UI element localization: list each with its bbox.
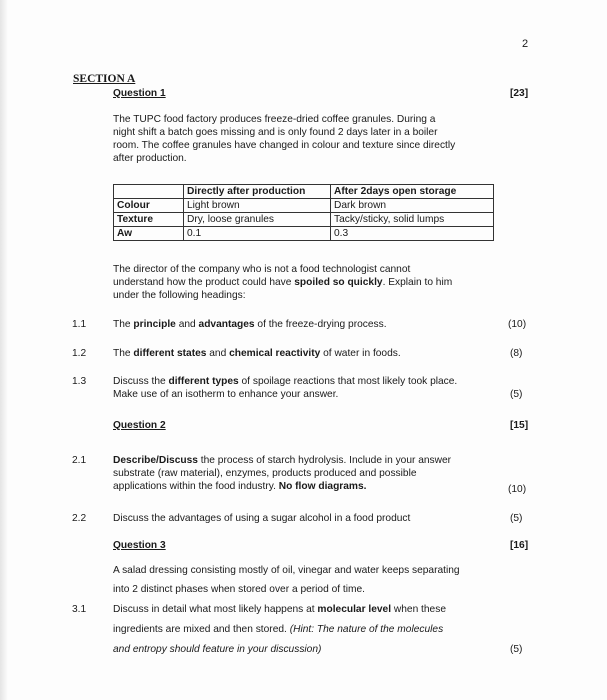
item-3-1-part: ingredients are mixed and then stored. [113, 624, 290, 635]
director-line-3: under the following headings: [113, 290, 246, 301]
item-1-1-part: and [175, 319, 199, 330]
table-header-cell: Directly after production [184, 185, 331, 199]
item-1-3-bold: different types [168, 376, 239, 387]
item-3-1-part: when these [391, 604, 446, 615]
director-line-2 [113, 276, 452, 289]
item-2-1-line-3 [113, 480, 367, 493]
item-3-1-line-3: and entropy should feature in your discussion) [113, 644, 322, 655]
item-1-1-text [113, 318, 387, 331]
item-1-2-text [113, 347, 401, 360]
item-2-1-marks: (10) [508, 484, 527, 495]
table-row [114, 213, 494, 227]
table-row [114, 227, 494, 241]
section-title: SECTION A [73, 73, 136, 85]
item-3-1-line-1 [113, 603, 446, 616]
q1-intro-line-4: after production. [113, 153, 187, 164]
question-2-marks: [15] [510, 420, 529, 431]
table-header-row [114, 185, 494, 199]
table-cell: Dry, loose granules [184, 213, 331, 227]
table-cell: 0.1 [184, 227, 331, 241]
item-2-1-bold: Describe/Discuss [113, 455, 198, 466]
table-cell: Dark brown [331, 199, 494, 213]
item-1-2-bold: different states [133, 348, 207, 359]
page-number: 2 [522, 38, 529, 50]
director-emphasis: spoiled so quickly [294, 277, 383, 288]
item-3-1-line-2 [113, 623, 443, 636]
item-2-1-part: applications within the food industry. [113, 481, 279, 492]
item-2-1-number: 2.1 [72, 455, 87, 466]
item-1-3-number: 1.3 [72, 376, 87, 387]
q1-intro-line-2: night shift a batch goes missing and is only found 2 days later in a boiler [113, 127, 438, 138]
table-row-label: Colour [114, 199, 184, 213]
item-3-1-number: 3.1 [72, 604, 87, 615]
item-1-3-text [113, 375, 457, 388]
item-1-1-bold: advantages [198, 319, 255, 330]
q1-intro-line-1: The TUPC food factory produces freeze-dried coffee granules. During a [113, 114, 436, 125]
item-2-1-line-2: substrate (raw material), enzymes, products produced and possible [113, 468, 417, 479]
item-1-2-part: and [206, 348, 230, 359]
table-header-cell [114, 185, 184, 199]
table-row [114, 199, 494, 213]
item-2-1-part: the process of starch hydrolysis. Include in your answer [197, 455, 452, 466]
table-row-label: Aw [114, 227, 184, 241]
item-1-3-line-2: Make use of an isotherm to enhance your answer. [113, 389, 339, 400]
item-2-1-bold: No flow diagrams. [278, 481, 367, 492]
item-1-3-marks: (5) [510, 389, 523, 400]
item-1-2-part: of water in foods. [320, 348, 401, 359]
question-2-title: Question 2 [113, 420, 166, 431]
item-2-2-number: 2.2 [72, 513, 87, 524]
item-1-1-bold: principle [133, 319, 176, 330]
question-1-marks: [23] [510, 88, 529, 99]
director-line-2-end: . Explain to him [382, 277, 453, 288]
question-3-marks: [16] [510, 540, 529, 551]
q1-intro-line-3: room. The coffee granules have changed in colour and texture since directly [113, 140, 456, 151]
item-1-1-part: The [113, 319, 134, 330]
item-1-2-part: The [113, 348, 134, 359]
q3-intro-line-2: into 2 distinct phases when stored over a period of time. [113, 584, 365, 595]
table-cell: 0.3 [331, 227, 494, 241]
page-edge-shadow [0, 0, 8, 700]
item-3-1-marks: (5) [510, 644, 523, 655]
item-1-2-marks: (8) [510, 348, 523, 359]
item-1-1-marks: (10) [508, 319, 527, 330]
table-cell: Tacky/sticky, solid lumps [331, 213, 494, 227]
table-cell: Light brown [184, 199, 331, 213]
item-1-3-part: of spoilage reactions that most likely took place. [238, 376, 458, 387]
table-header-cell: After 2days open storage [331, 185, 494, 199]
item-1-1-part: of the freeze-drying process. [254, 319, 387, 330]
item-1-2-bold: chemical reactivity [229, 348, 321, 359]
item-1-1-number: 1.1 [72, 319, 87, 330]
director-line-2-start: understand how the product could have [113, 277, 295, 288]
q3-intro-line-1: A salad dressing consisting mostly of oil, vinegar and water keeps separating [113, 565, 460, 576]
item-1-3-part: Discuss the [113, 376, 169, 387]
item-2-2-text: Discuss the advantages of using a sugar alcohol in a food product [113, 513, 411, 524]
item-3-1-hint: (Hint: The nature of the molecules [289, 624, 444, 635]
item-1-2-number: 1.2 [72, 348, 87, 359]
table-row-label: Texture [114, 213, 184, 227]
question-3-title: Question 3 [113, 540, 166, 551]
item-3-1-bold: molecular level [317, 604, 392, 615]
director-line-1: The director of the company who is not a food technologist cannot [113, 264, 411, 275]
item-3-1-part: Discuss in detail what most likely happens at [113, 604, 318, 615]
item-2-2-marks: (5) [510, 513, 523, 524]
item-2-1-line-1 [113, 454, 451, 467]
question-1-title: Question 1 [113, 88, 166, 99]
coffee-properties-table [113, 184, 494, 241]
